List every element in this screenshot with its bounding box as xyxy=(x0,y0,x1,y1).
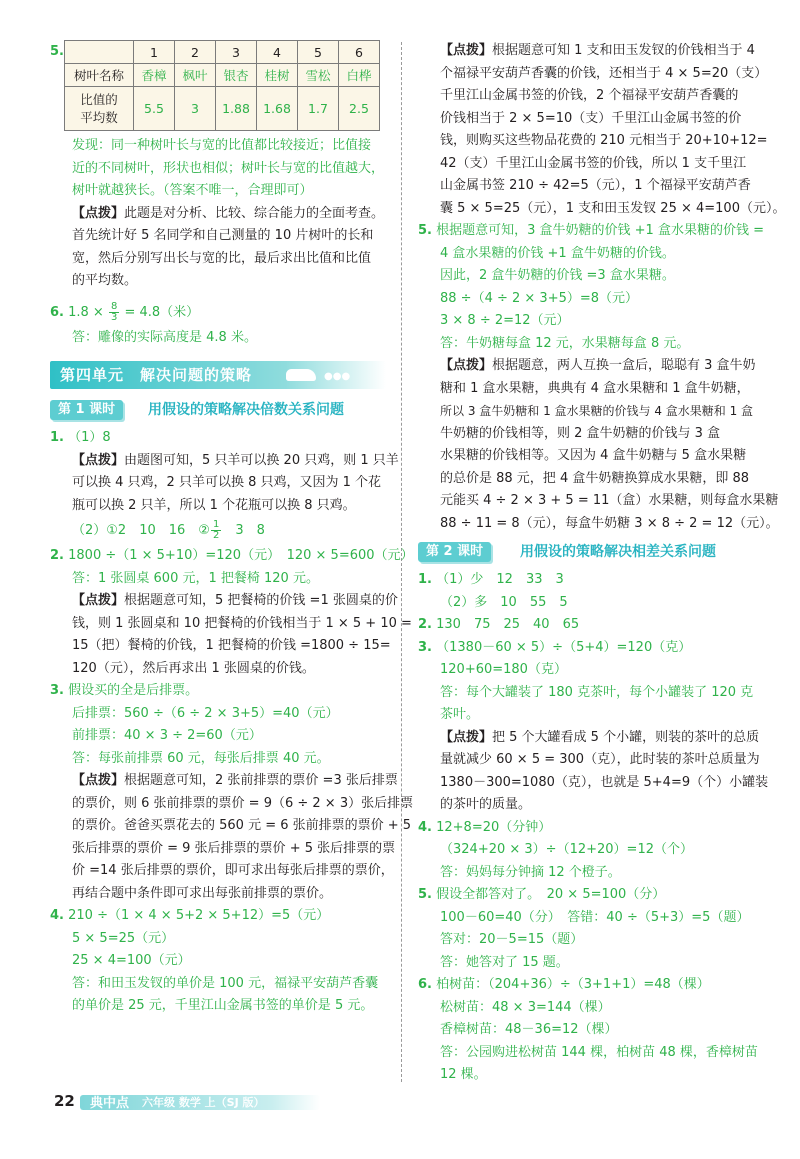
tip-line: 囊 5 × 5=25（元），1 支和田玉发钗 25 × 4=100（元）。 xyxy=(440,200,786,216)
answer-line: 4 盒水果糖的价钱 +1 盒牛奶糖的价钱。 xyxy=(440,245,675,261)
q-number: 1. xyxy=(50,430,64,445)
tip-line: 钱，则 1 张圆桌和 10 把餐椅的价钱相当于 1 × 5 + 10 = xyxy=(72,615,412,631)
q-number: 6. xyxy=(418,977,432,992)
tip-line xyxy=(50,590,398,613)
fraction xyxy=(109,302,119,323)
table-cell: 4 xyxy=(257,41,298,64)
tip-text: 此题是对分析、比较、综合能力的全面考查。 xyxy=(124,205,385,221)
car-icon xyxy=(286,369,316,381)
q-text: （1）少 12 33 3 xyxy=(436,572,564,587)
tip-line: 120（元），然后再求出 1 张圆桌的价钱。 xyxy=(72,660,315,676)
denominator: 2 xyxy=(212,530,220,541)
q-line xyxy=(50,680,386,703)
tip-tag: 【点拨】 xyxy=(72,452,125,468)
answer-line: 的单价是 25 元，千里江山金属书签的单价是 5 元。 xyxy=(72,998,374,1013)
q-text: 1800 ÷（1 × 5+10）=120（元） 120 × 5=600（元） xyxy=(68,548,414,563)
answer-line: 25 × 4=100（元） xyxy=(72,953,191,968)
unit-title: 第四单元 解决问题的策略 xyxy=(60,366,253,384)
q-number: 4. xyxy=(418,819,432,835)
tip-line: 千里江山金属书签的价钱，2 个福禄平安葫芦香囊的 xyxy=(440,88,739,103)
q-number: 1. xyxy=(418,572,432,587)
q-line xyxy=(418,974,753,997)
tip-tag: 【点拨】 xyxy=(440,358,493,373)
q6-number: 6. xyxy=(50,304,64,320)
lesson-badge: 第 1 课时 xyxy=(50,400,123,420)
tip-text: 根据题意可知 1 支和田玉发钗的价钱相当于 4 xyxy=(492,43,755,58)
table-cell: 5 xyxy=(298,41,339,64)
q-text: 假设买的全是后排票。 xyxy=(68,683,199,698)
tip-line xyxy=(50,203,386,226)
tip-line: 宽，然后分别写出长与宽的比，最后求出比值和比值 xyxy=(72,250,372,266)
q-text: 3 8 xyxy=(222,523,265,538)
answer-line: 12 棵。 xyxy=(440,1067,487,1082)
answer-line: 因此，2 盒牛奶糖的价钱 =3 盒水果糖。 xyxy=(440,268,675,283)
answer-line: 后排票：560 ÷（6 ÷ 2 × 3+5）=40（元） xyxy=(72,705,339,721)
tip-line xyxy=(418,355,756,378)
tip-line: 元能买 4 ÷ 2 × 3 + 5 = 11（盒）水果糖，则每盒水果糖 xyxy=(440,493,779,508)
answer-line xyxy=(50,517,386,545)
answer-line: 100－60=40（分） 答错：40 ÷（5+3）=5（题） xyxy=(440,909,750,925)
q-number: 4. xyxy=(50,908,64,923)
tip-line xyxy=(418,727,760,750)
q-number: 5. xyxy=(418,887,432,902)
answer-line: 88 ÷（4 ÷ 2 × 3+5）=8（元） xyxy=(440,290,639,306)
tip-line: 瓶可以换 2 只羊，所以 1 个花瓶可以换 8 只鸡。 xyxy=(72,497,356,513)
table-cell: 2.5 xyxy=(339,87,380,131)
left-column xyxy=(50,40,414,1018)
tip-tag: 【点拨】 xyxy=(440,729,493,745)
table-cell: 雪松 xyxy=(298,64,339,87)
tip-line: 的票价，则 6 张前排票的票价 = 9（6 ÷ 2 × 3）张后排票 xyxy=(72,795,414,811)
answer-line: 松树苗：48 × 3=144（棵） xyxy=(440,999,611,1015)
table-cell: 1.68 xyxy=(257,87,298,131)
q-text: 12+8=20（分钟） xyxy=(436,819,552,835)
q-number: 3. xyxy=(418,639,432,655)
numerator: 1 xyxy=(212,519,220,530)
tip-line: 42（支）千里江山金属书签的价钱，所以 1 支千里江 xyxy=(440,155,747,171)
answer-line: 3 × 8 ÷ 2=12（元） xyxy=(440,313,570,328)
table-cell: 银杏 xyxy=(216,64,257,87)
tip-line: 的票价。爸爸买票花去的 560 元 = 6 张前排票的票价 + 5 xyxy=(72,818,412,833)
q-text: 130 75 25 40 65 xyxy=(436,617,580,632)
q5-block xyxy=(50,40,386,131)
answer-line: 120+60=180（克） xyxy=(440,662,567,677)
answer-line: 答：她答对了 15 题。 xyxy=(440,954,569,970)
table-row xyxy=(65,41,380,64)
tip-line: 量就减少 60 × 5 = 300（克），此时装的茶叶总质量为 xyxy=(440,752,760,767)
right-column xyxy=(418,40,786,1087)
table-cell: 1 xyxy=(134,41,175,64)
tip-line: 水果糖的价钱相等。又因为 4 盒牛奶糖与 5 盒水果糖 xyxy=(440,448,747,463)
answer-line: 答：牛奶糖每盒 12 元，水果糖每盒 8 元。 xyxy=(440,335,690,351)
q-text: （1380－60 × 5）÷（5+4）=120（克） xyxy=(436,639,692,655)
q6-expr-b: = 4.8（米） xyxy=(124,304,200,320)
tip-tag: 【点拨】 xyxy=(72,773,125,788)
table-cell: 香樟 xyxy=(134,64,175,87)
dots-icon: ●●● xyxy=(324,371,351,382)
tip-line: 的平均数。 xyxy=(72,273,138,288)
tip-text: 根据题意，两人互换一盒后，聪聪有 3 盒牛奶 xyxy=(492,358,756,373)
tip-line: 价钱相当于 2 × 5=10（支）千里江山金属书签的价 xyxy=(440,110,742,126)
q-text: 根据题意可知，3 盒牛奶糖的价钱 +1 盒水果糖的价钱 = xyxy=(436,223,764,238)
q6-expr-a: 1.8 × xyxy=(68,304,104,320)
table-cell: 桂树 xyxy=(257,64,298,87)
tip-line: 张后排票的票价 = 9 张后排票的票价 + 5 张后排票的票 xyxy=(72,840,396,856)
tip-line: 山金属书签 210 ÷ 42=5（元），1 个福禄平安葫芦香 xyxy=(440,178,751,193)
tip-text: 根据题意可知，2 张前排票的票价 =3 张后排票 xyxy=(124,773,398,788)
numerator: 8 xyxy=(110,300,118,312)
row-label-line: 比值的 xyxy=(80,91,118,107)
q-text: 柏树苗：（204+36）÷（3+1+1）=48（棵） xyxy=(436,977,710,992)
page-number: 22 xyxy=(54,1092,75,1110)
answer-line: 树叶就越狭长。（答案不唯一，合理即可） xyxy=(72,183,313,198)
tip-line xyxy=(418,40,753,63)
table-cell: 白桦 xyxy=(339,64,380,87)
tip-line: 的总价是 88 元，把 4 盒牛奶糖换算成水果糖，即 88 xyxy=(440,470,750,486)
answer-line: 香樟树苗：48－36=12（棵） xyxy=(440,1022,618,1037)
answer-line: 答：和田玉发钗的单价是 100 元，福禄平安葫芦香囊 xyxy=(72,975,379,991)
q-line xyxy=(418,220,764,243)
table-cell: 1.7 xyxy=(298,87,339,131)
tip-line xyxy=(50,770,398,793)
fraction xyxy=(211,520,221,541)
tip-text: 由题图可知，5 只羊可以换 20 只鸡，则 1 只羊 xyxy=(124,452,399,468)
q-line xyxy=(50,427,386,450)
answer-line: 答：公园购进松树苗 144 棵，柏树苗 48 棵，香樟树苗 xyxy=(440,1044,758,1060)
q-number: 2. xyxy=(418,617,432,632)
tip-line xyxy=(50,450,399,473)
q6-line xyxy=(50,299,386,327)
q-line xyxy=(418,569,753,592)
q-line xyxy=(418,637,753,660)
table-row xyxy=(65,64,380,87)
answer-line: （2）多 10 55 5 xyxy=(440,594,568,610)
table-cell xyxy=(65,41,134,64)
answer-line: 5 × 5=25（元） xyxy=(72,930,175,946)
q-text: （2）①2 10 16 ② xyxy=(72,523,210,538)
answer-line: 答：每个大罐装了 180 克茶叶，每个小罐装了 120 克 xyxy=(440,684,754,700)
answer-line: 前排票：40 × 3 ÷ 2=60（元） xyxy=(72,728,262,743)
tip-line: 首先统计好 5 名同学和自己测量的 10 片树叶的长和 xyxy=(72,228,374,243)
q-line xyxy=(418,884,753,907)
row-label-line: 平均数 xyxy=(80,109,118,125)
unit-banner xyxy=(50,361,386,389)
q-number: 2. xyxy=(50,548,64,563)
lesson-header xyxy=(50,399,386,423)
tip-tag: 【点拨】 xyxy=(72,593,125,608)
q-text: 210 ÷（1 × 4 × 5+2 × 5+12）=5（元） xyxy=(68,908,330,923)
leaf-ratio-table xyxy=(64,40,380,131)
denominator: 3 xyxy=(110,311,118,323)
table-cell: 6 xyxy=(339,41,380,64)
lesson-title: 用假设的策略解决相差关系问题 xyxy=(520,544,716,560)
book-title: 六年级 数学 上（SJ 版） xyxy=(142,1096,265,1109)
answer-line: 答：1 张圆桌 600 元，1 把餐椅 120 元。 xyxy=(72,570,319,586)
tip-line: 价 =14 张后排票的票价，即可求出每张后排票的票价， xyxy=(72,863,394,878)
table-cell: 2 xyxy=(175,41,216,64)
table-cell: 3 xyxy=(175,87,216,131)
q-line xyxy=(418,817,753,840)
tip-line: 再结合题中条件即可求出每张前排票的票价。 xyxy=(72,885,333,901)
tip-line: 1380－300=1080（克），也就是 5+4=9（个）小罐装 xyxy=(440,774,769,790)
tip-line: 所以 3 盒牛奶糖和 1 盒水果糖的价钱与 4 盒水果糖和 1 盒 xyxy=(440,404,754,418)
q-line xyxy=(50,545,414,568)
answer-line: （324+20 × 3）÷（12+20）=12（个） xyxy=(440,842,693,857)
table-cell: 树叶名称 xyxy=(65,64,134,87)
q-line xyxy=(50,905,386,928)
brand-logo: 典中点 xyxy=(90,1096,130,1111)
q-number: 3. xyxy=(50,683,64,698)
answer-line: 茶叶。 xyxy=(440,707,480,722)
lesson-title: 用假设的策略解决倍数关系问题 xyxy=(148,402,344,418)
q-text: （1）8 xyxy=(68,430,111,445)
q-text: 假设全都答对了。 20 × 5=100（分） xyxy=(436,887,666,902)
tip-line: 糖和 1 盒水果糖，典典有 4 盒水果糖和 1 盒牛奶糖， xyxy=(440,380,750,396)
tip-line: 可以换 4 只鸡，2 只羊可以换 8 只鸡，又因为 1 个花 xyxy=(72,475,382,490)
tip-line: 牛奶糖的价钱相等，则 2 盒牛奶糖的价钱与 3 盒 xyxy=(440,425,721,441)
answer-line: 近的不同树叶，形状也相似；树叶长与宽的比值越大， xyxy=(72,160,385,176)
table-cell: 5.5 xyxy=(134,87,175,131)
table-cell: 3 xyxy=(216,41,257,64)
answer-line: 发现：同一种树叶长与宽的比值都比较接近；比值接 xyxy=(72,138,372,153)
tip-line: 的茶叶的质量。 xyxy=(440,797,532,812)
table-cell: 1.88 xyxy=(216,87,257,131)
table-cell: 枫叶 xyxy=(175,64,216,87)
answer-line: 答：妈妈每分钟摘 12 个橙子。 xyxy=(440,864,621,880)
tip-tag: 【点拨】 xyxy=(72,205,125,221)
tip-line: 15（把）餐椅的价钱，1 把餐椅的价钱 =1800 ÷ 15= xyxy=(72,638,391,653)
tip-line: 88 ÷ 11 = 8（元），每盒牛奶糖 3 × 8 ÷ 2 = 12（元）。 xyxy=(440,515,779,531)
lesson-badge: 第 2 课时 xyxy=(418,542,491,562)
tip-text: 根据题意可知，5 把餐椅的价钱 =1 张圆桌的价 xyxy=(124,593,398,608)
tip-line: 钱，则购买这些物品花费的 210 元相当于 20+10+12= xyxy=(440,133,768,148)
answer-line: 答：每张前排票 60 元，每张后排票 40 元。 xyxy=(72,750,330,766)
answer-line: 答：雕像的实际高度是 4.8 米。 xyxy=(72,329,257,345)
tip-text: 把 5 个大罐看成 5 个小罐，则装的茶叶的总质 xyxy=(492,729,760,745)
tip-line: 个福禄平安葫芦香囊的价钱，还相当于 4 × 5=20（支） xyxy=(440,65,768,81)
table-cell xyxy=(65,87,134,131)
table-row xyxy=(65,87,380,131)
q-number: 5. xyxy=(418,223,432,238)
answer-line: 答对：20－5=15（题） xyxy=(440,932,584,947)
q-line xyxy=(418,614,753,637)
tip-tag: 【点拨】 xyxy=(440,43,493,58)
lesson-header xyxy=(418,541,753,565)
page-footer xyxy=(50,1090,350,1114)
q5-number: 5. xyxy=(50,44,64,59)
